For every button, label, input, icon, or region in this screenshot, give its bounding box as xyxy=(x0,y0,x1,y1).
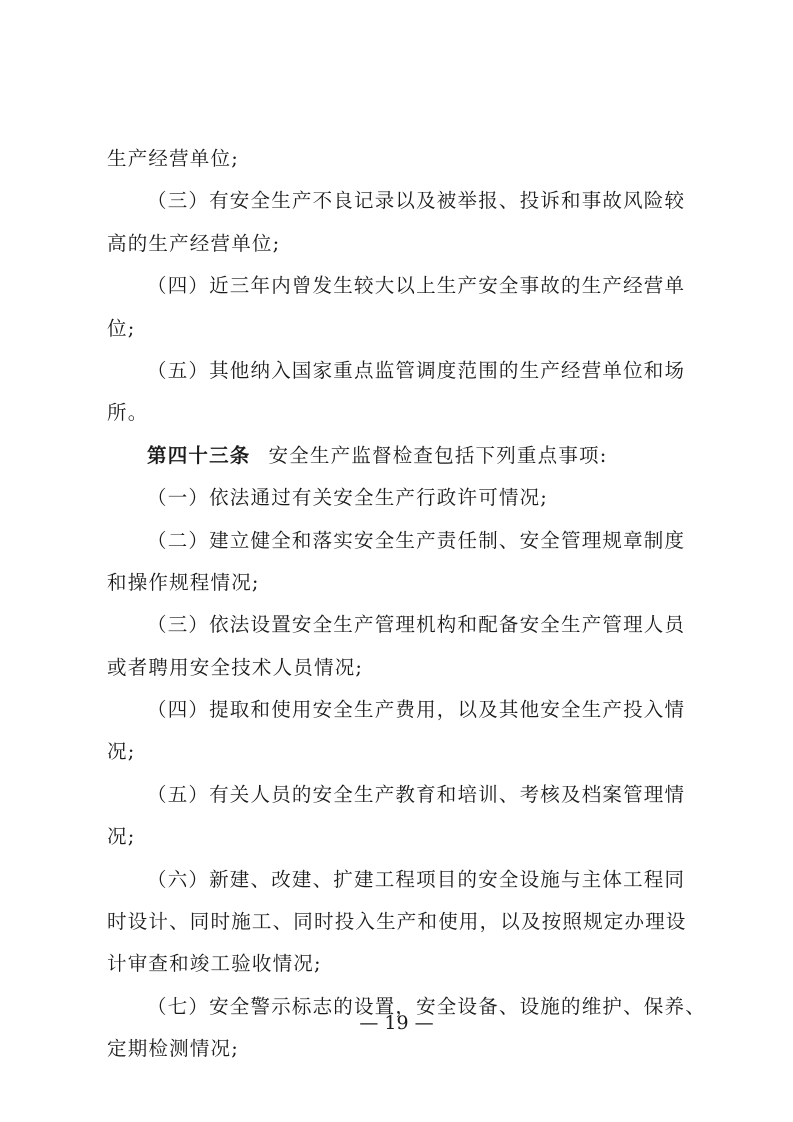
page-number: — 19 — xyxy=(359,1012,434,1034)
text-line: （三）有安全生产不良记录以及被举报、投诉和事故风险较 xyxy=(147,189,686,213)
article-number: 第四十三条 xyxy=(147,443,251,467)
text-line: 况; xyxy=(107,825,136,849)
text-line: （一）依法通过有关安全生产行政许可情况; xyxy=(147,486,549,510)
text-line: 时设计、同时施工、同时投入生产和使用，以及按照规定办理设 xyxy=(107,910,687,934)
text-line: （五）其他纳入国家重点监管调度范围的生产经营单位和场 xyxy=(147,358,686,382)
text-line: 或者聘用安全技术人员情况; xyxy=(107,655,364,679)
text-line: （六）新建、改建、扩建工程项目的安全设施与主体工程同 xyxy=(147,867,686,891)
text-line: 生产经营单位; xyxy=(107,147,239,170)
text-line: 况; xyxy=(107,740,136,764)
text-line: （七）安全警示标志的设置，安全设备、设施的维护、保养、 xyxy=(147,994,706,1018)
text-line: 定期检测情况; xyxy=(107,1037,239,1061)
article-heading-line xyxy=(107,435,697,477)
text-line: 计审查和竣工验收情况; xyxy=(107,952,322,976)
text-line: 位; xyxy=(107,316,136,340)
text-line: （四）提取和使用安全生产费用，以及其他安全生产投入情 xyxy=(147,698,686,722)
text-line: （五）有关人员的安全生产教育和培训、考核及档案管理情 xyxy=(147,782,686,806)
text-line: （四）近三年内曾发生较大以上生产安全事故的生产经营单 xyxy=(147,274,686,298)
text-line: 所。 xyxy=(107,401,149,425)
document-body xyxy=(107,138,706,1071)
text-line: 和操作规程情况; xyxy=(107,570,260,594)
text-line: （二）建立健全和落实安全生产责任制、安全管理规章制度 xyxy=(147,528,686,552)
text-line: （三）依法设置安全生产管理机构和配备安全生产管理人员 xyxy=(147,613,686,637)
article-text: 安全生产监督检查包括下列重点事项: xyxy=(268,443,608,467)
text-line: 高的生产经营单位; xyxy=(107,231,281,255)
